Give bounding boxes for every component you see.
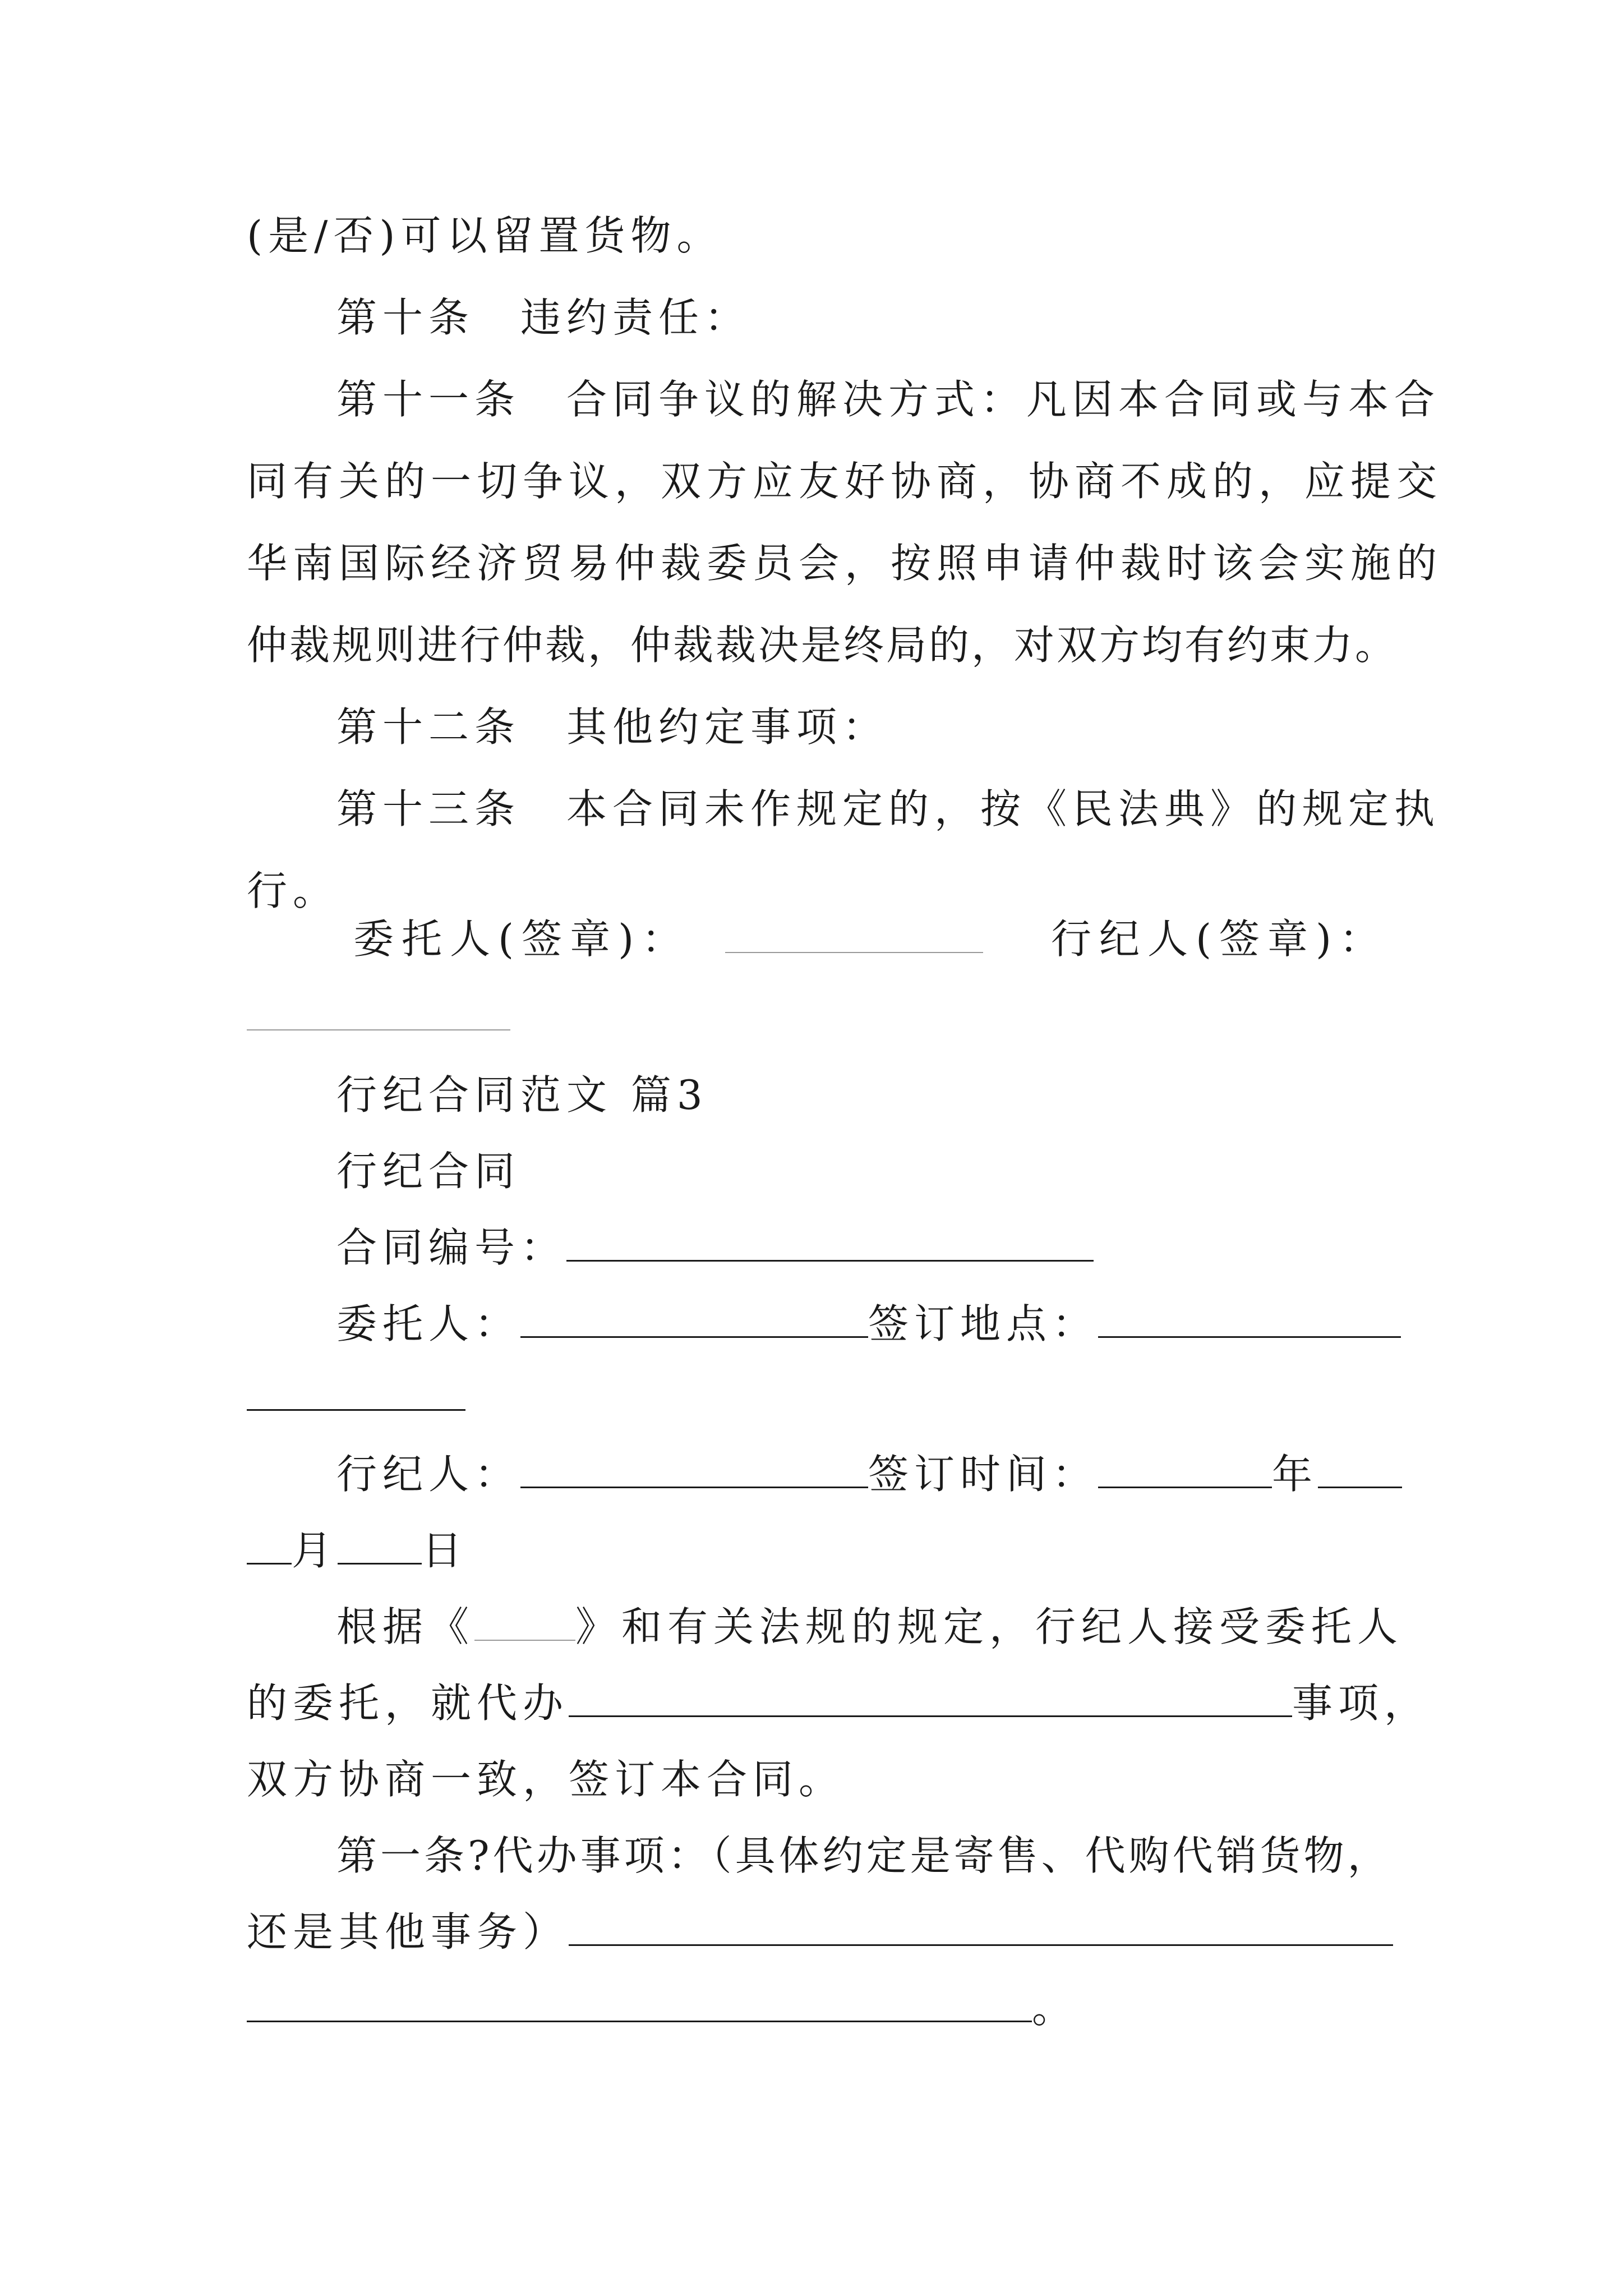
article-1-blank-continued — [247, 1981, 1032, 2022]
sign-place-blank-continued — [247, 1409, 465, 1411]
text-line: 仲裁规则进行仲裁，仲裁裁决是终局的，对双方均有约束力。 — [247, 622, 1398, 669]
article-1-end: 。 — [1032, 1985, 1078, 2032]
text-line: (是/否)可以留置货物。 — [247, 212, 723, 259]
article-1-text-b: 还是其他事务） — [247, 1908, 569, 1955]
broker-signature-blank — [247, 1029, 510, 1030]
article-10-heading: 第十条 违约责任： — [336, 294, 751, 341]
text-line: 双方协商一致，签订本合同。 — [247, 1756, 845, 1803]
broker-signature-label: 行纪人(签章)： — [1050, 915, 1388, 963]
article-1-row — [247, 1905, 1380, 1959]
law-name-blank — [474, 1600, 575, 1641]
day-label: 日 — [422, 1527, 468, 1574]
year-blank — [1098, 1447, 1272, 1488]
text-line: 同有关的一切争议，双方应友好协商，协商不成的，应提交 — [247, 458, 1443, 505]
basis-row — [336, 1600, 1404, 1654]
contract-number-blank — [566, 1221, 1094, 1262]
article-13-text: 第十三条 本合同未作规定的，按《民法典》的规定执 — [336, 785, 1441, 832]
agency-matter-blank — [569, 1676, 1292, 1717]
basis-text-b: 》和有关法规的规定，行纪人接受委托人 — [575, 1603, 1404, 1650]
entrust-signature-blank — [725, 913, 983, 953]
contract-title: 行纪合同 — [336, 1148, 521, 1195]
day-blank — [338, 1524, 422, 1565]
entrust-label: 委托人： — [336, 1300, 521, 1347]
section-heading: 行纪合同范文 篇3 — [336, 1071, 708, 1119]
sign-time-label: 签订时间： — [868, 1451, 1099, 1498]
basis-text-c: 的委托，就代办 — [247, 1680, 569, 1727]
basis-text-d: 事项， — [1292, 1680, 1431, 1727]
sign-place-blank — [1098, 1297, 1401, 1338]
entrust-blank — [520, 1297, 868, 1338]
text-line: 华南国际经济贸易仲裁委员会，按照申请仲裁时该会实施的 — [247, 540, 1443, 587]
month-label: 月 — [292, 1527, 338, 1574]
month-blank-end — [247, 1524, 292, 1565]
article-11-text: 第十一条 合同争议的解决方式：凡因本合同或与本合 — [336, 376, 1441, 423]
broker-label: 行纪人： — [336, 1451, 521, 1498]
sign-place-label: 签订地点： — [868, 1300, 1099, 1347]
contract-number-label: 合同编号： — [336, 1224, 567, 1271]
contract-number-row — [336, 1221, 1380, 1274]
broker-row — [336, 1447, 1380, 1501]
article-1-row-2 — [247, 1981, 1380, 2035]
article-12-heading: 第十二条 其他约定事项： — [336, 703, 889, 751]
basis-row-2 — [247, 1676, 1431, 1730]
broker-blank — [520, 1447, 868, 1488]
text-line: 行。 — [247, 867, 339, 914]
signature-row — [353, 912, 1388, 966]
entrust-signature-label: 委托人(签章)： — [353, 915, 690, 963]
month-blank-start — [1318, 1447, 1402, 1488]
year-label: 年 — [1272, 1451, 1318, 1498]
date-row — [247, 1524, 1380, 1577]
basis-text-a: 根据《 — [336, 1603, 475, 1650]
article-1-text: 第一条?代办事项：（具体约定是寄售、代购代销货物， — [336, 1832, 1391, 1879]
entrust-row — [336, 1297, 1380, 1351]
article-1-blank — [569, 1905, 1393, 1946]
